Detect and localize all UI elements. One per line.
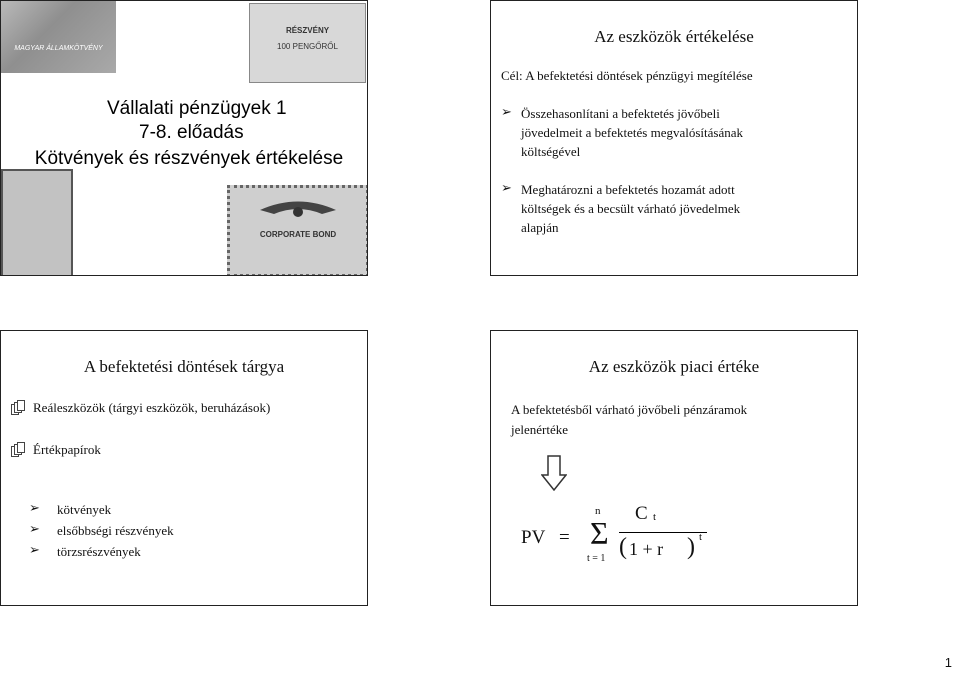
share-certificate-image: [249, 3, 366, 83]
formula-sum-bottom: t = 1: [587, 553, 606, 564]
slide2-bullet-2: Meghatározni a befektetés hozamát adott költségek és a becsült várható jövedelmek alapján: [521, 182, 741, 235]
formula-denominator: 1 + r: [629, 539, 664, 559]
slide3-item-2: Értékpapírok: [33, 442, 101, 457]
slide-investment-subjects: [0, 330, 368, 606]
down-arrow-icon: [541, 455, 567, 491]
slide-asset-valuation: [490, 0, 858, 276]
formula-sum-top: n: [595, 505, 601, 517]
slide2-title: Az eszközök értékelése: [594, 27, 754, 46]
slide2-goal: Cél: A befektetési döntések pénzügyi megítélése: [501, 68, 753, 83]
old-bond-image: [1, 169, 73, 276]
title-line-1: Vállalati pénzügyek 1: [107, 98, 287, 119]
present-value-formula: PV = Σ n t = 1 C t ( 1 + r ) t: [521, 511, 721, 571]
slide-title: [0, 0, 368, 276]
fraction-bar: [619, 532, 707, 533]
arrow-bullet-icon: ➢: [29, 542, 40, 557]
document-bullet-icon: [11, 443, 23, 456]
document-bullet-icon: [11, 401, 23, 414]
slide4-title: Az eszközök piaci értéke: [588, 357, 760, 376]
arrow-bullet-icon: ➢: [501, 104, 512, 119]
sigma-icon: Σ: [590, 515, 609, 551]
formula-exponent: t: [699, 531, 703, 543]
doc-b-title: RÉSZVÉNY: [285, 26, 330, 35]
slide3-subitem-1: kötvények: [57, 502, 112, 517]
doc-b-amount: 100 PENGŐRŐL: [277, 42, 338, 51]
slide4-text-line-1: A befektetésből várható jövőbeli pénzáramok: [511, 402, 748, 417]
slide-market-value: [490, 330, 858, 606]
slide2-bullet-1: Összehasonlítani a befektetés jövőbeli jövedelmeit a befektetés megvalósításának költségével: [521, 106, 743, 159]
title-line-3: Kötvények és részvények értékelése: [34, 148, 344, 169]
page-number: 1: [944, 655, 952, 670]
arrow-bullet-icon: ➢: [501, 180, 512, 195]
state-bond-image: [1, 1, 116, 73]
formula-numerator-sub: t: [653, 511, 657, 523]
slide3-subitem-3: törzsrészvények: [57, 544, 141, 559]
title-line-2: 7-8. előadás: [139, 122, 244, 143]
arrow-bullet-icon: ➢: [29, 500, 40, 515]
formula-pv: PV: [521, 527, 546, 548]
slide4-text-line-2: jelenértéke: [511, 422, 569, 437]
doc-d-text: CORPORATE BOND: [259, 230, 337, 239]
doc-a-text: MAGYAR ÁLLAMKÖTVÉNY: [14, 45, 103, 52]
formula-equals: =: [559, 527, 570, 548]
slide3-item-1: Reáleszközök (tárgyi eszközök, beruházások): [33, 400, 271, 415]
slide3-subitem-2: elsőbbségi részvények: [57, 523, 174, 538]
corporate-bond-image: [227, 185, 368, 276]
arrow-bullet-icon: ➢: [29, 521, 40, 536]
slide3-title: A befektetési döntések tárgya: [83, 357, 285, 376]
formula-numerator: C: [635, 503, 648, 524]
